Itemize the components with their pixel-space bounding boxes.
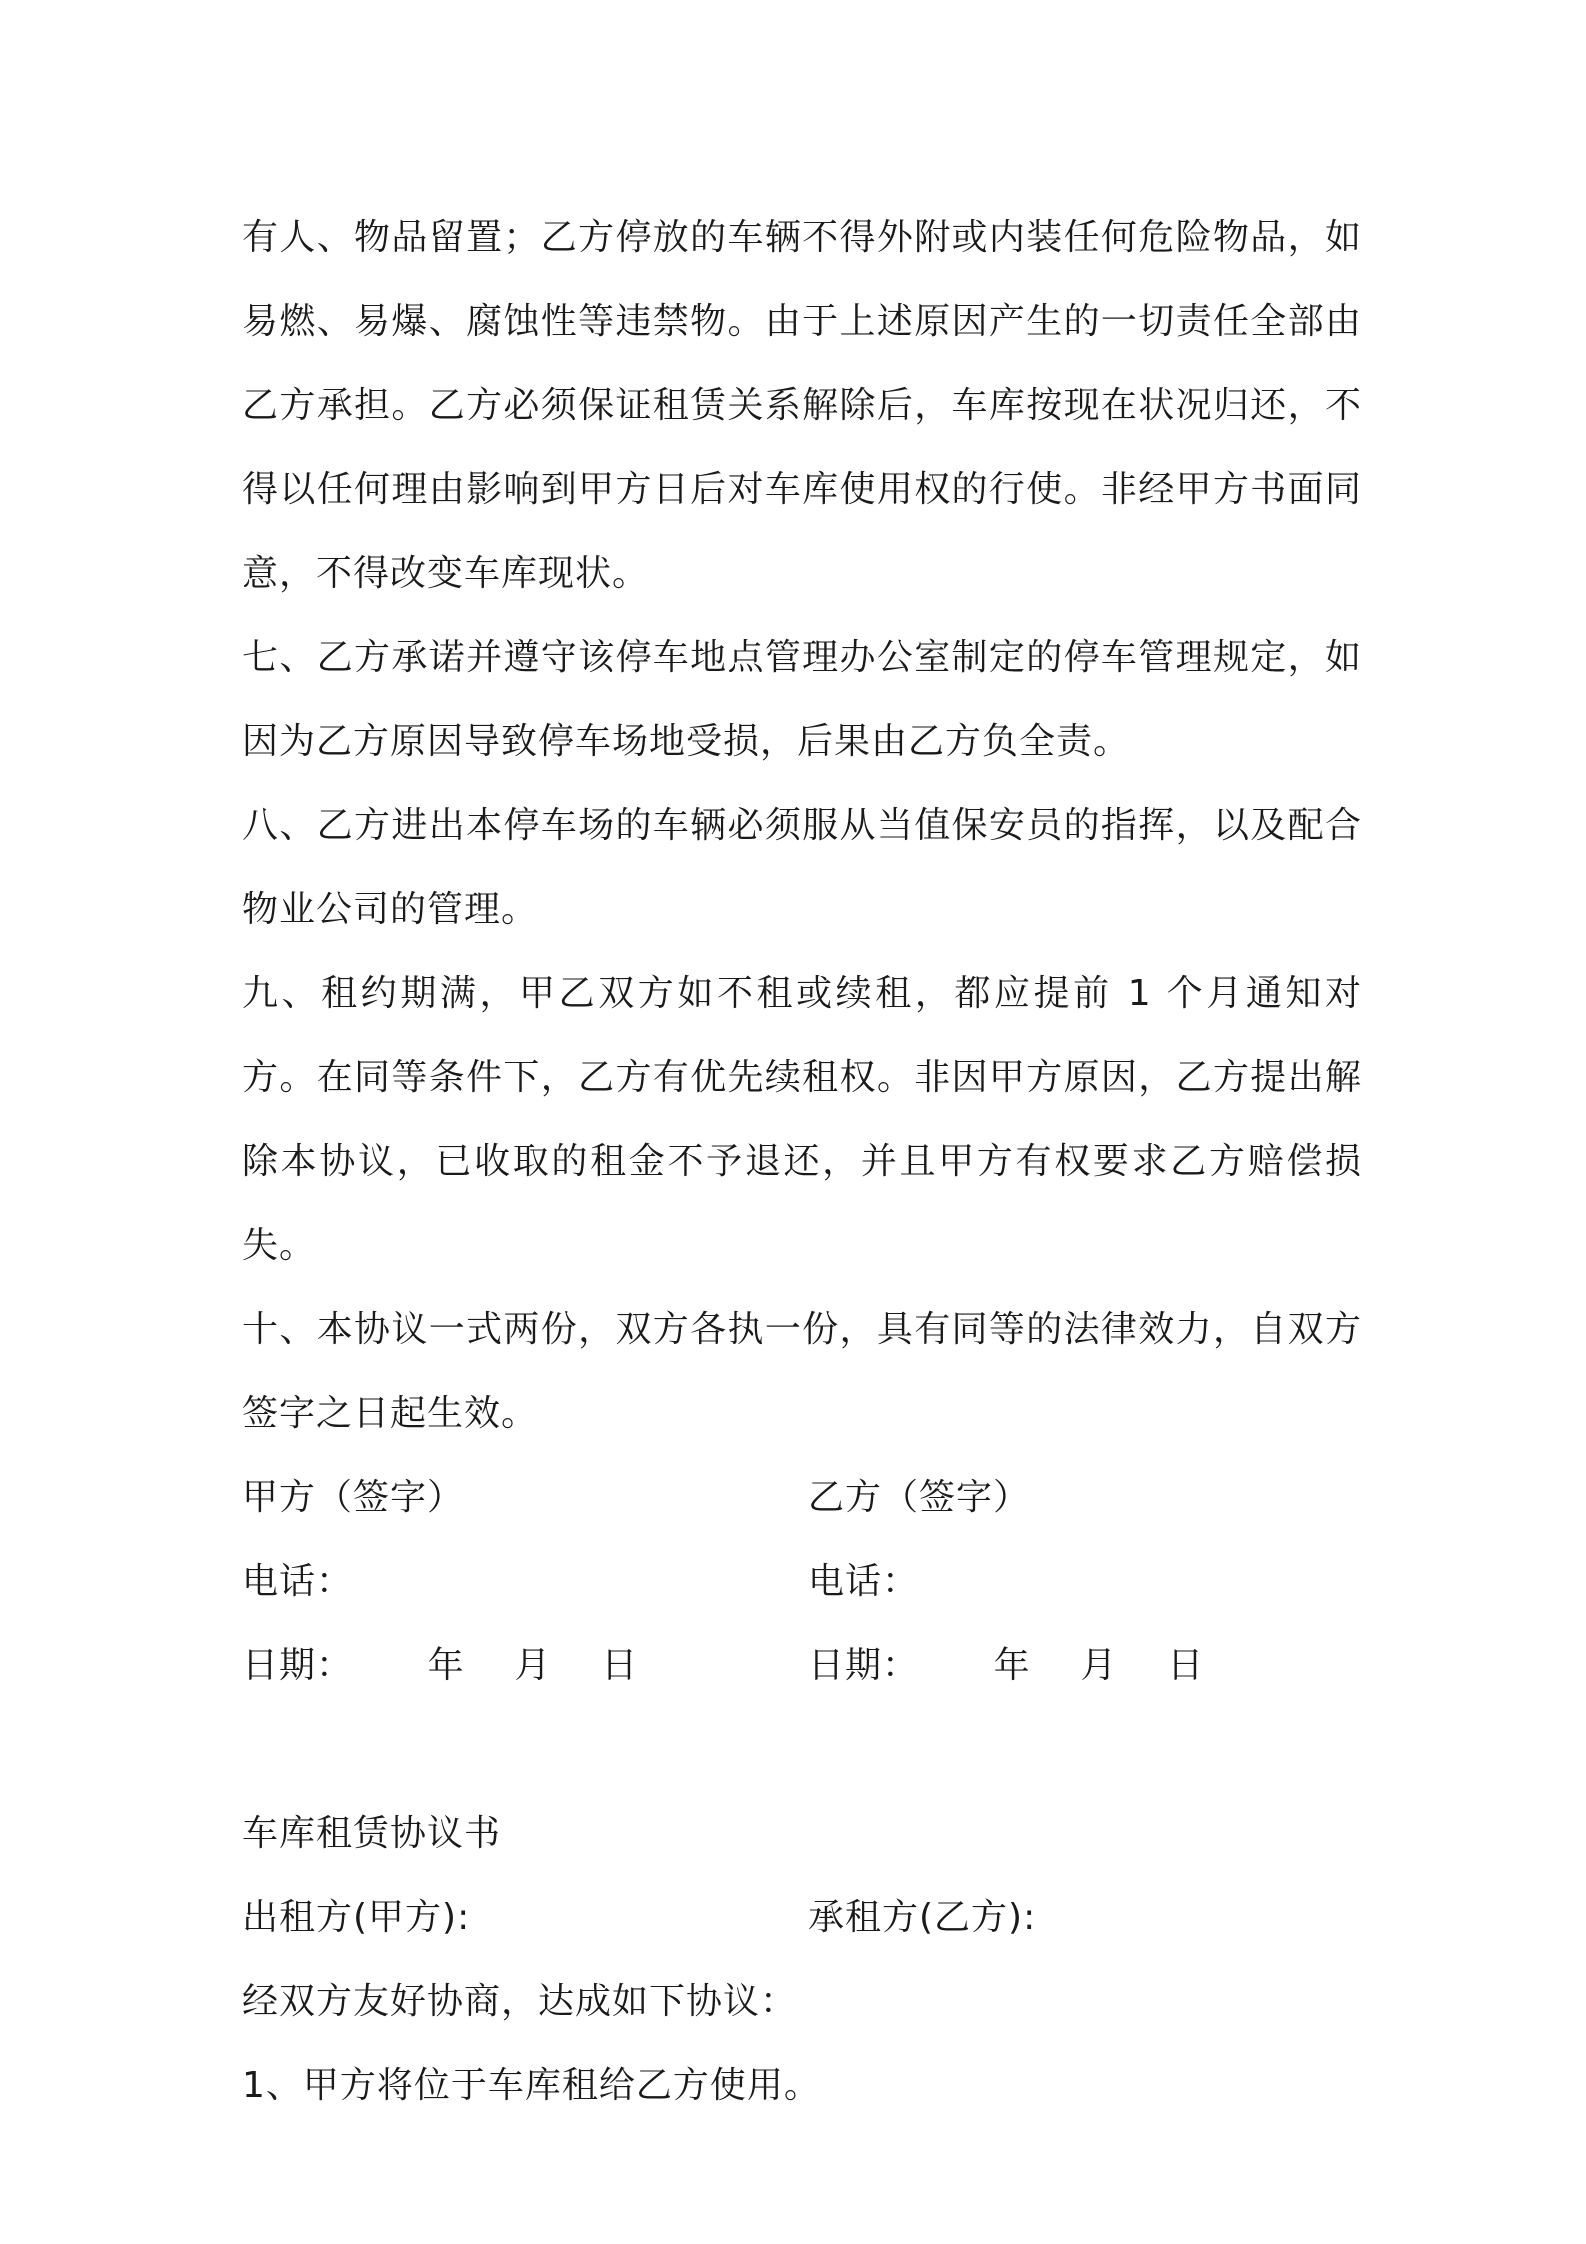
- clause-9: 九、租约期满，甲乙双方如不租或续租，都应提前 1 个月通知对方。在同等条件下，乙方有优先续租权。非因甲方原因，乙方提出解除本协议，已收取的租金不予退还，并且甲方有权要求乙方赔偿损失。: [242, 973, 1362, 1266]
- party-a-phone-label: 电话：: [242, 1561, 354, 1602]
- document-body: [242, 196, 1362, 2128]
- party-b-phone-label: 电话：: [808, 1561, 920, 1602]
- signature-row: [242, 1456, 1362, 1540]
- clause-7: 七、乙方承诺并遵守该停车地点管理办公室制定的停车管理规定，如因为乙方原因导致停车场地受损，后果由乙方负全责。: [242, 637, 1362, 762]
- section-gap: [242, 1708, 1362, 1792]
- party-a-signature-label: 甲方（签字）: [242, 1477, 465, 1518]
- lessee-label: 承租方(乙方):: [808, 1897, 1037, 1938]
- party-b-signature-label: 乙方（签字）: [808, 1477, 1031, 1518]
- clause-8: 八、乙方进出本停车场的车辆必须服从当值保安员的指挥，以及配合物业公司的管理。: [242, 805, 1362, 930]
- clause-1: 1、甲方将位于车库租给乙方使用。: [242, 2065, 821, 2106]
- party-a-date-label: 日期： 年 月 日: [242, 1645, 639, 1686]
- parties-row: [242, 1876, 1362, 1960]
- clause-10: 十、本协议一式两份，双方各执一份，具有同等的法律效力，自双方签字之日起生效。: [242, 1309, 1362, 1434]
- date-row: [242, 1624, 1362, 1708]
- second-doc-title: 车库租赁协议书: [242, 1813, 502, 1854]
- phone-row: [242, 1540, 1362, 1624]
- lessor-label: 出租方(甲方):: [242, 1897, 471, 1938]
- party-b-date-label: 日期： 年 月 日: [808, 1645, 1205, 1686]
- agreement-intro: 经双方友好协商，达成如下协议：: [242, 1981, 798, 2022]
- clause-6-continued: 有人、物品留置；乙方停放的车辆不得外附或内装任何危险物品，如易燃、易爆、腐蚀性等违禁物。由于上述原因产生的一切责任全部由乙方承担。乙方必须保证租赁关系解除后，车库按现在状况归还，不得以任何理由影响到甲方日后对车库使用权的行使。非经甲方书面同意，不得改变车库现状。: [242, 217, 1362, 594]
